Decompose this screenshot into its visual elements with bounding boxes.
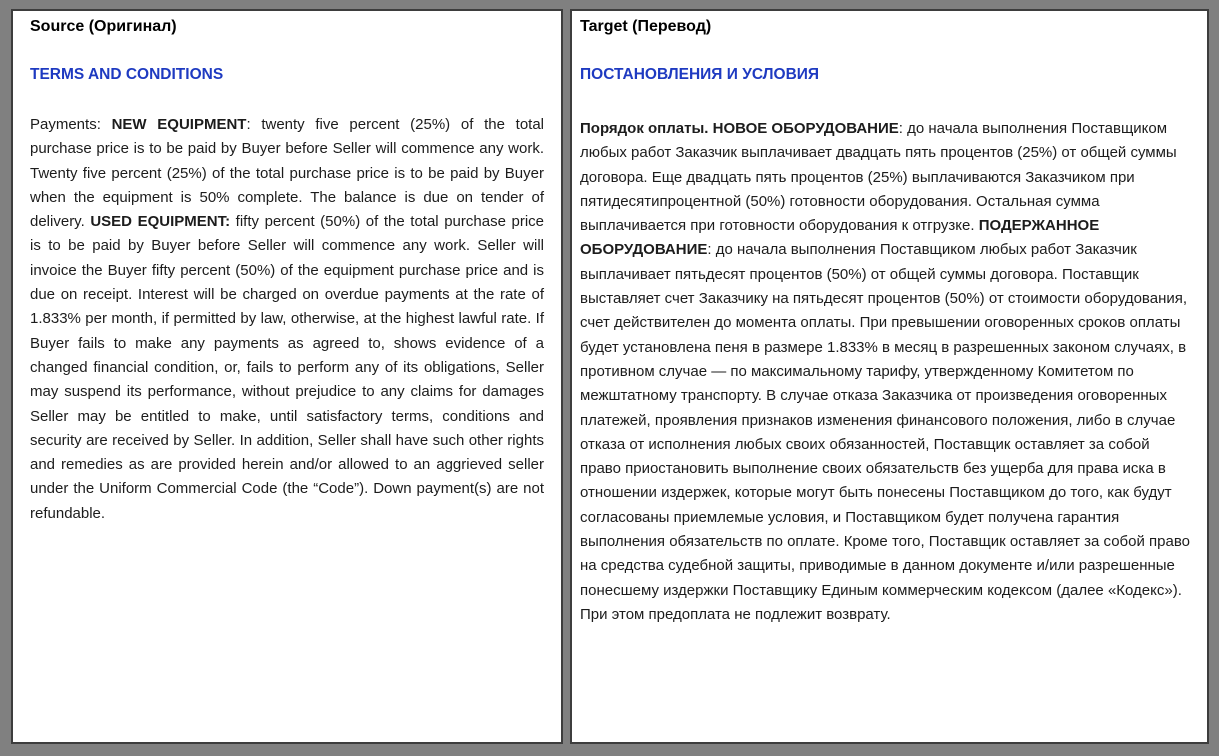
source-panel — [11, 9, 563, 744]
source-panel-title: Source (Оригинал) — [30, 18, 177, 35]
source-paragraph: Payments: NEW EQUIPMENT: twenty five percent (25%) of the total purchase price is to be paid by Buyer before Seller will commence any work. Twenty five percent (25%) of the total purchase price is to be paid by Buyer when the equipment is 50% complete. The balance is due on tender of delivery. USED EQUIPMENT: fifty percent (50%) of the total purchase price is to be paid by Buyer before Seller will commence any work. Seller will invoice the Buyer fifty percent (50%) of the equipment purchase price and is due on receipt. Interest will be charged on overdue payments at the rate of 1.833% per month, if permitted by law, otherwise, at the highest lawful rate. If Buyer fails to make any payments as agreed to, shows evidence of a changed financial condition, or, fails to perform any of its obligations, Seller may suspend its performance, without prejudice to any claims for damages Seller may be entitled to make, until satisfactory terms, conditions and security are received by Seller. In addition, Seller shall have such other rights and remedies as are provided herein and/or allowed to an aggrieved seller under the Uniform Commercial Code (the “Code”). Down payment(s) are not refundable. — [30, 116, 545, 522]
target-panel-title: Target (Перевод) — [580, 18, 712, 35]
target-section-heading: ПОСТАНОВЛЕНИЯ И УСЛОВИЯ — [580, 66, 820, 83]
target-panel — [570, 9, 1209, 744]
source-section-heading: TERMS AND CONDITIONS — [30, 66, 224, 83]
target-paragraph: Порядок оплаты. НОВОЕ ОБОРУДОВАНИЕ: до начала выполнения Поставщиком любых работ Заказчик выплачивает двадцать пять процентов (25%) от общей суммы договора. Еще двадцать пять процентов (25%) выплачиваются Заказчиком при пятидесятипроцентной (50%) готовности оборудования. Остальная сумма выплачивается при готовности оборудования к отгрузке. ПОДЕРЖАННОЕ ОБОРУДОВАНИЕ: до начала выполнения Поставщиком любых работ Заказчик выплачивает пятьдесят процентов (50%) от общей суммы договора. Поставщик выставляет счет Заказчику на пятьдесят процентов (50%) от стоимости оборудования, счет действителен до момента оплаты. При превышении оговоренных сроков оплаты будет установлена пеня в размере 1.833% в месяц в разрешенных законом случаях, в противном случае — по максимальному тарифу, утвержденному Комитетом по межштатному транспорту. В случае отказа Заказчика от произведения оговоренных платежей, проявления признаков изменения финансового положения, либо в случае отказа от исполнения любых своих обязанностей, Поставщик оставляет за собой право приостановить выполнение своих обязательств без ущерба для права иска в отношении издержек, которые могут быть понесены Поставщиком до того, как будут согласованы приемлемые условия, и Поставщиком будет получена гарантия выполнения обязательств по оплате. Кроме того, Поставщик оставляет за собой право на средства судебной защиты, приводимые в данном документе и/или разрешенные понесшему издержки Поставщику Единым коммерческим кодексом (далее «Кодекс»). При этом предоплата не подлежит возврату. — [580, 120, 1190, 623]
